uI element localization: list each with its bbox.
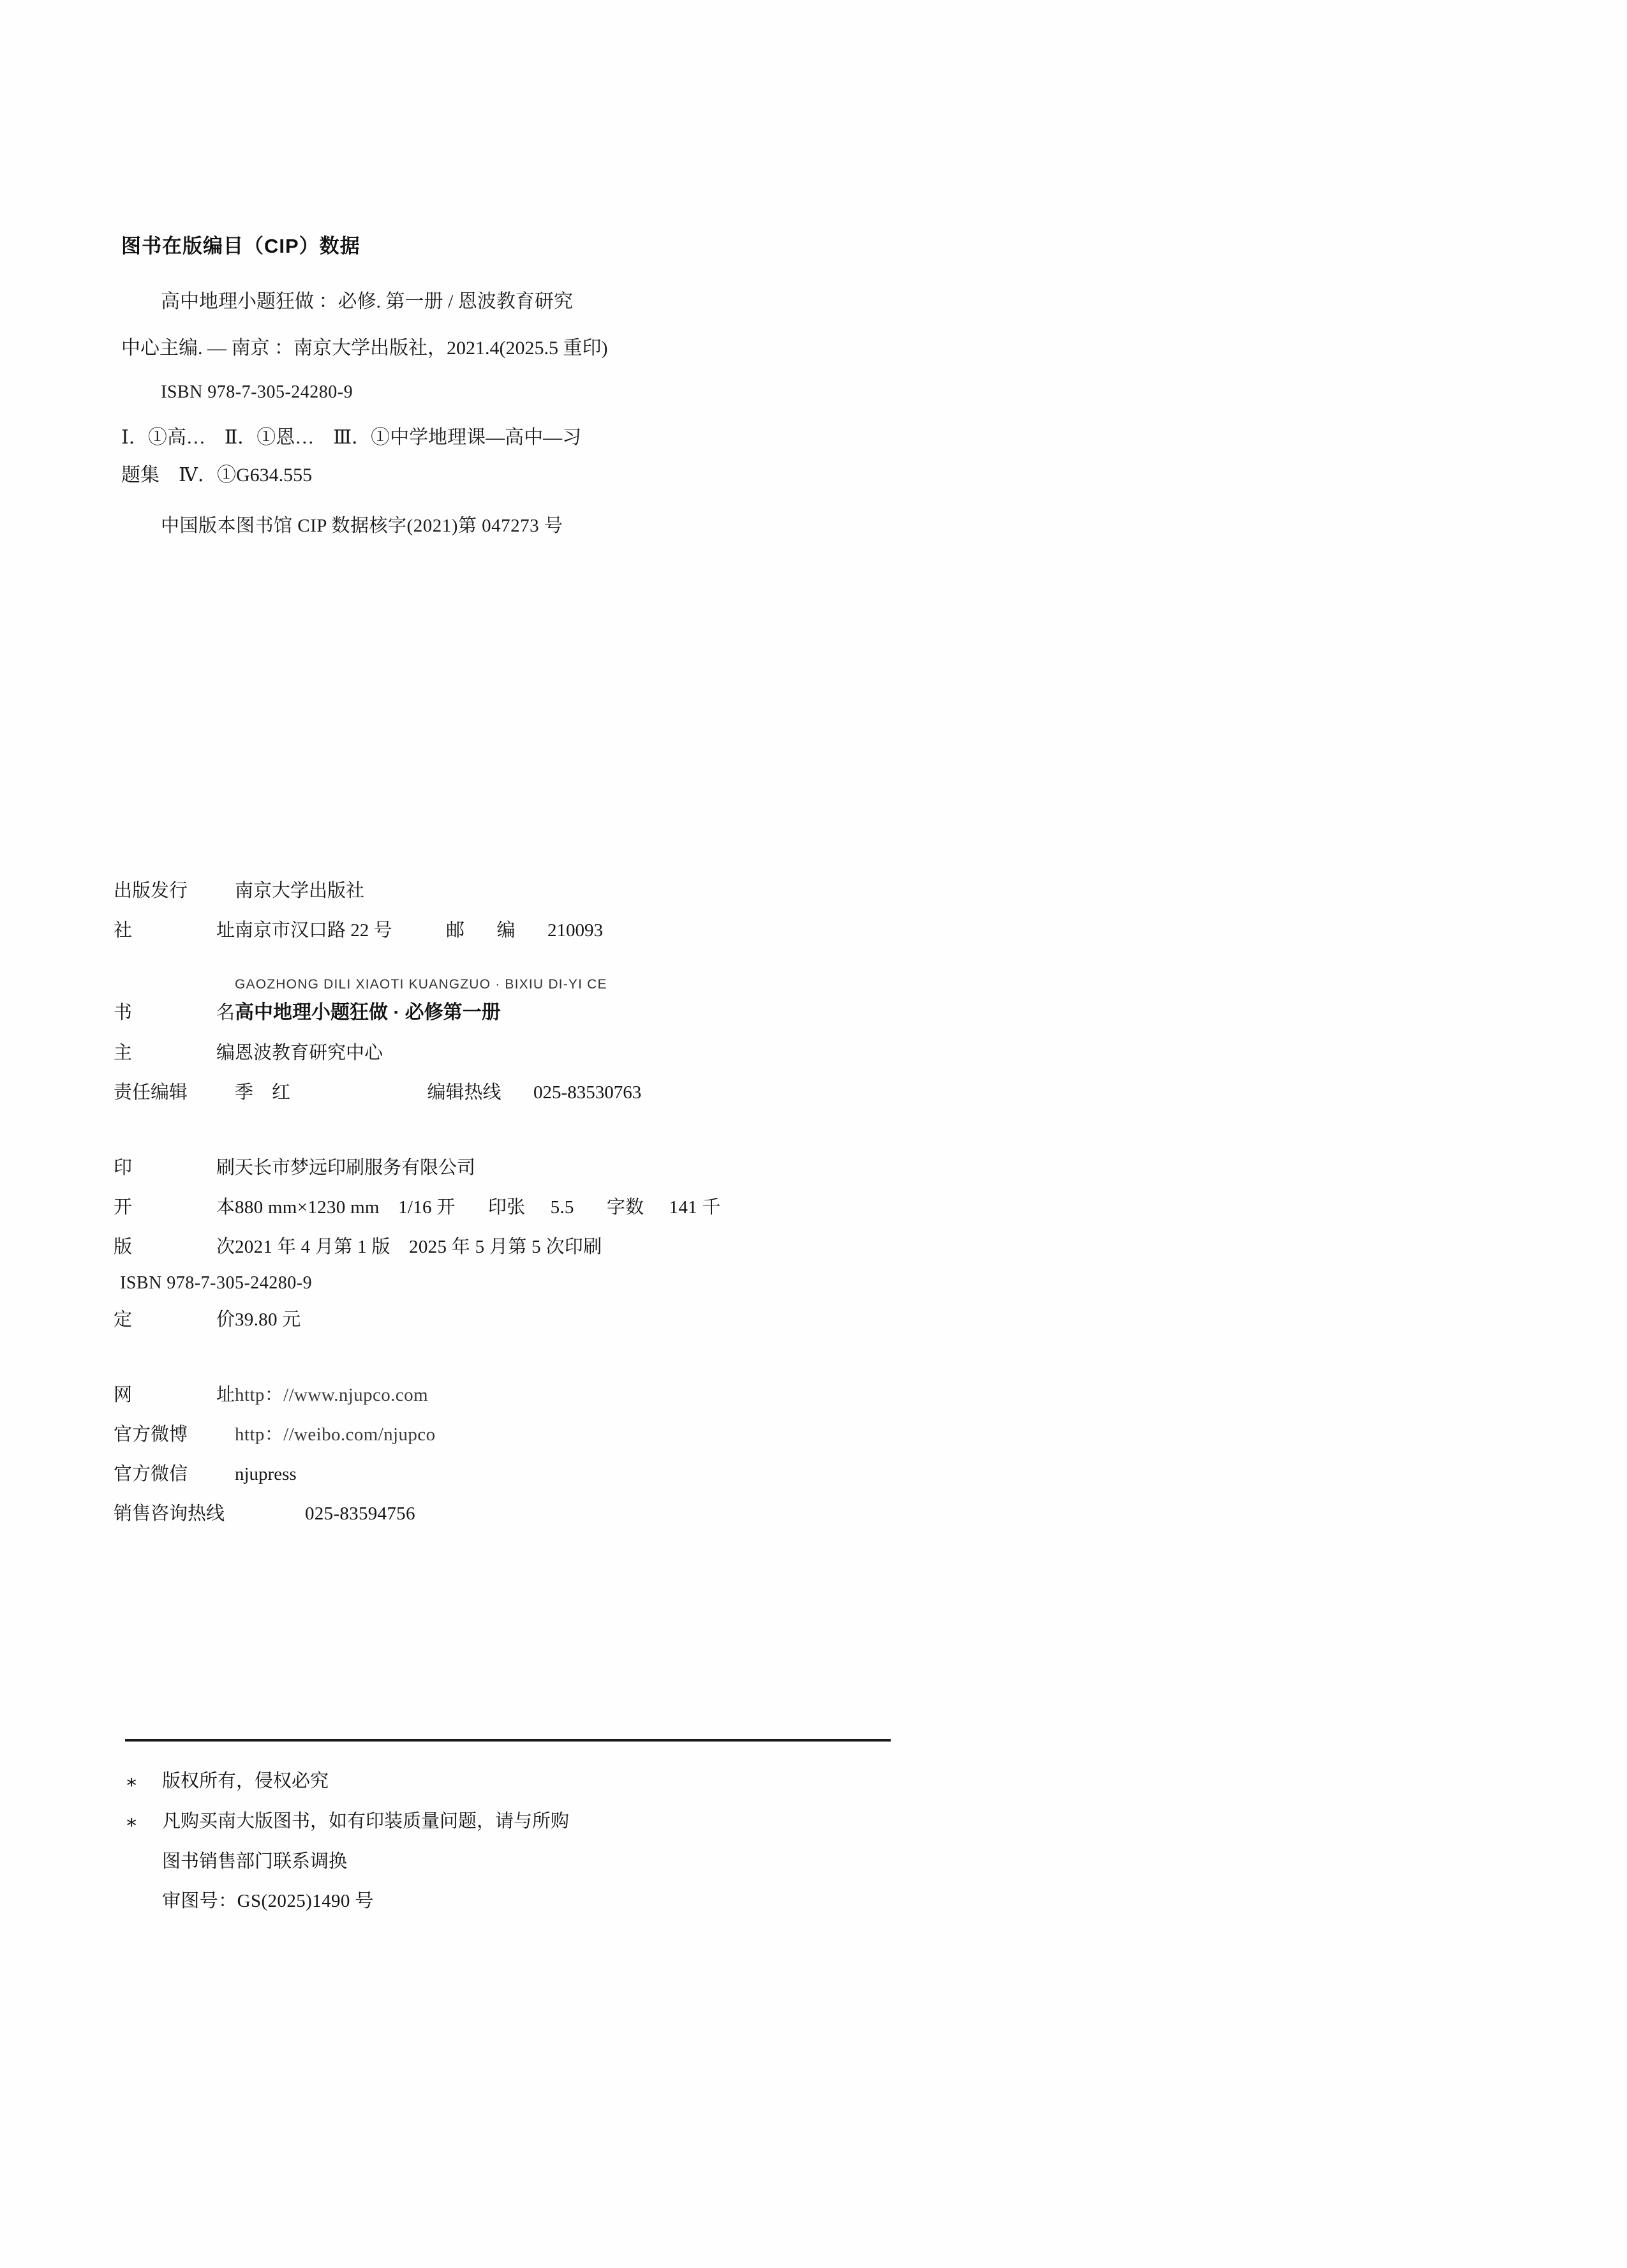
- cip-classification-line-1: [121, 422, 1046, 454]
- value-edition: 2021 年 4 月第 1 版 2025 年 5 月第 5 次印刷: [235, 1236, 602, 1257]
- label-postcode-char-2: 编: [496, 920, 516, 941]
- cip-publisher-line: [121, 333, 1046, 364]
- row-sales-hotline: [114, 1500, 1071, 1527]
- address-text: 南京市汉口路 22 号: [235, 920, 392, 941]
- row-edition: [114, 1234, 1071, 1260]
- row-website: [114, 1382, 1071, 1408]
- cip-classification-text-2: 题集 Ⅳ．①G634.555: [121, 464, 313, 486]
- cip-heading: 图书在版编目（CIP）数据: [121, 235, 360, 257]
- footnote-copyright: [125, 1768, 955, 1796]
- value-chief-editor: 恩波教育研究中心: [235, 1042, 383, 1063]
- value-sales-hotline: 025-83594756: [305, 1503, 415, 1525]
- value-responsible-editor: [235, 1079, 641, 1106]
- label-weibo: 官方微博: [114, 1424, 188, 1445]
- row-responsible-editor: [114, 1079, 1071, 1106]
- row-format: [114, 1194, 1071, 1221]
- label-edition-char-1: 版: [114, 1236, 133, 1257]
- label-printing-char-1: 印: [114, 1157, 133, 1178]
- row-publish-distribute: [114, 877, 1071, 904]
- cip-classification-text-1: Ⅰ．①高… Ⅱ．①恩… Ⅲ．①中学地理课—高中—习: [121, 427, 582, 449]
- publisher-info-block: [114, 877, 1071, 1540]
- label-format-char-2: 本: [216, 1197, 235, 1218]
- value-publish-distribute: 南京大学出版社: [235, 881, 365, 901]
- label-chief-editor-char-2: 编: [216, 1042, 235, 1063]
- row-price: [114, 1306, 1071, 1333]
- value-weibo[interactable]: http：//weibo.com/njupco: [235, 1424, 436, 1445]
- value-word-count: 141 千: [669, 1197, 721, 1218]
- value-postcode: 210093: [547, 920, 604, 941]
- label-book-name-char-1: 书: [114, 1003, 133, 1024]
- label-book-name: [114, 999, 235, 1026]
- label-printing-char-2: 刷: [216, 1157, 235, 1178]
- label-wechat: 官方微信: [114, 1463, 188, 1484]
- label-website-char-1: 网: [114, 1384, 133, 1405]
- cip-core-number: 中国版本图书馆 CIP 数据核字(2021)第 047273 号: [161, 516, 563, 537]
- footnote-exchange-text: 凡购买南大版图书，如有印装质量问题，请与所购: [162, 1811, 570, 1832]
- value-wechat: njupress: [235, 1463, 297, 1484]
- label-edition: [114, 1234, 235, 1260]
- label-word-count: 字数: [606, 1197, 644, 1218]
- publisher-isbn: ISBN 978-7-305-24280-9: [120, 1272, 313, 1293]
- format-text: 880 mm×1230 mm 1/16 开: [235, 1197, 456, 1218]
- label-address-char-1: 社: [114, 920, 133, 941]
- label-chief-editor: [114, 1040, 235, 1066]
- cip-title-line: [121, 287, 1046, 318]
- value-format: [235, 1194, 721, 1221]
- label-price-char-1: 定: [114, 1309, 133, 1330]
- label-price-char-2: 价: [216, 1309, 235, 1330]
- value-editorial-hotline: 025-83530763: [533, 1082, 642, 1103]
- row-book-name: [114, 999, 1071, 1027]
- row-printing: [114, 1154, 1071, 1181]
- value-print-sheets: 5.5: [550, 1197, 574, 1218]
- section-divider: [125, 1739, 891, 1742]
- label-edition-char-2: 次: [216, 1236, 235, 1257]
- asterisk-icon: ∗: [125, 1772, 138, 1793]
- cip-block: [121, 230, 1046, 541]
- value-address: [235, 917, 603, 944]
- label-editorial-hotline: 编辑热线: [427, 1082, 501, 1103]
- value-book-name: 高中地理小题狂做 · 必修第一册: [235, 1002, 501, 1024]
- label-chief-editor-char-1: 主: [114, 1042, 133, 1063]
- label-price: [114, 1306, 235, 1333]
- label-format-char-1: 开: [114, 1197, 133, 1218]
- footnote-map-approval: 审图号：GS(2025)1490 号: [162, 1890, 374, 1911]
- footnote-exchange-text-cont: 图书销售部门联系调换: [162, 1851, 348, 1872]
- label-format: [114, 1194, 235, 1221]
- label-postcode: 邮: [446, 920, 465, 941]
- cip-classification-line-2: [121, 460, 1046, 491]
- label-book-name-char-2: 名: [216, 1003, 235, 1024]
- row-chief-editor: [114, 1040, 1071, 1066]
- row-wechat: [114, 1461, 1071, 1488]
- cip-isbn: ISBN 978-7-305-24280-9: [161, 382, 353, 403]
- label-sales-hotline: 销售咨询热线: [114, 1503, 225, 1525]
- footnote-copyright-text: 版权所有，侵权必究: [162, 1771, 329, 1791]
- value-website[interactable]: http：//www.njupco.com: [235, 1384, 428, 1405]
- responsible-editor-name: 季 红: [235, 1082, 291, 1103]
- value-price: 39.80 元: [235, 1309, 301, 1330]
- label-publish-distribute: 出版发行: [114, 881, 188, 901]
- footnote-exchange: [125, 1808, 955, 1837]
- value-printing: 天长市梦远印刷服务有限公司: [235, 1157, 476, 1178]
- row-weibo: [114, 1421, 1071, 1448]
- label-printing: [114, 1154, 235, 1181]
- asterisk-icon-2: ∗: [125, 1812, 138, 1833]
- book-title-pinyin: GAOZHONG DILI XIAOTI KUANGZUO · BIXIU DI-YI CE: [235, 977, 607, 992]
- label-print-sheets: 印张: [487, 1197, 526, 1218]
- label-website-char-2: 址: [216, 1384, 235, 1405]
- label-website: [114, 1382, 235, 1408]
- footnotes-block: [125, 1768, 955, 1915]
- cip-publisher-text: 中心主编. — 南京 ：南京大学出版社，2021.4(2025.5 重印): [121, 337, 608, 359]
- label-address-char-2: 址: [216, 920, 235, 941]
- label-address: [114, 917, 235, 944]
- label-responsible-editor: 责任编辑: [114, 1082, 188, 1103]
- cip-title-text: 高中地理小题狂做 ：必修. 第一册 / 恩波教育研究: [161, 291, 573, 312]
- row-address: [114, 917, 1071, 944]
